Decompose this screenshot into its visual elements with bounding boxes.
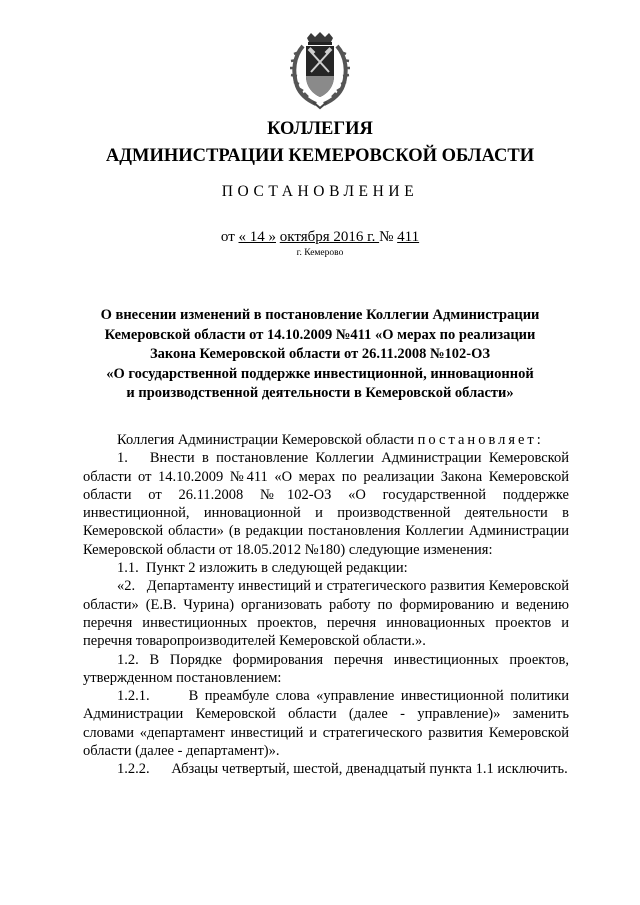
date-month-year: октября 2016 г.: [279, 229, 380, 245]
document-subject: [60, 306, 580, 404]
subject-line: О внесении изменений в постановление Коллегии Администрации: [100, 307, 540, 323]
intro-decree-word: постановляет:: [417, 432, 544, 448]
subject-line: Закона Кемеровской области от 26.11.2008 №102-ОЗ: [149, 346, 491, 362]
document-number: 411: [397, 229, 420, 245]
document-type-title: ПОСТАНОВЛЕНИЕ: [221, 183, 419, 200]
number-sign: №: [379, 229, 394, 245]
subject-line: Кемеровской области от 14.10.2009 №411 «О мерах по реализации: [104, 326, 536, 343]
body-paragraph-1-2-2: 1.2.2. Абзацы четвертый, шестой, двенадцатый пункта 1.1 исключить.: [117, 761, 568, 778]
body-paragraph-1-2-1: 1.2.1. В преамбуле слова «управление инвестиционной политики Администрации Кемеровской области (далее - управление)» заменить словами «департамент инвестиций и стратегического развития Кемеровской области (далее - департамент)».: [83, 688, 569, 760]
document-date-number: [0, 228, 640, 246]
coat-of-arms-icon: [289, 32, 351, 110]
subject-line: и производственной деятельности в Кемеровской области»: [126, 385, 514, 401]
body-paragraph-1: 1. Внести в постановление Коллегии Администрации Кемеровской области от 14.10.2009 №411 «О мерах по реализации Закона Кемеровской области от 26.11.2008 №102-ОЗ «О государственной поддержке инвестиционной, инновационной и производственной деятельности в Кемеровской области» (в редакции постановления Коллегии Администрации Кемеровской области от 18.05.2012 №180) следующие изменения:: [83, 450, 569, 558]
subject-line: «О государственной поддержке инвестиционной, инновационной: [106, 365, 534, 382]
date-prefix: от: [220, 229, 235, 245]
date-close-quote: »: [268, 229, 276, 245]
body-paragraph-1-1-quote: «2. Департаменту инвестиций и стратегического развития Кемеровской области» (Е.В. Чурина) организовать работу по формированию и ведению перечня инвестиционных проектов, перечня инновационных проектов и перечня товаропроизводителей Кемеровской области.».: [83, 578, 569, 650]
date-day: 14: [246, 229, 269, 245]
document-body: [83, 431, 569, 779]
body-paragraph-1-2: 1.2. В Порядке формирования перечня инвестиционных проектов, утвержденном постановлением:: [83, 651, 569, 686]
body-intro: [83, 431, 569, 449]
organization-name-line2: АДМИНИСТРАЦИИ КЕМЕРОВСКОЙ ОБЛАСТИ: [105, 146, 535, 166]
date-open-quote: «: [238, 229, 246, 245]
body-paragraph-1-1: 1.1. Пункт 2 изложить в следующей редакции:: [117, 560, 408, 577]
intro-text: Коллегия Администрации Кемеровской области: [117, 432, 418, 448]
organization-name-line1: КОЛЛЕГИЯ: [267, 119, 373, 139]
document-city: г. Кемерово: [296, 248, 344, 258]
